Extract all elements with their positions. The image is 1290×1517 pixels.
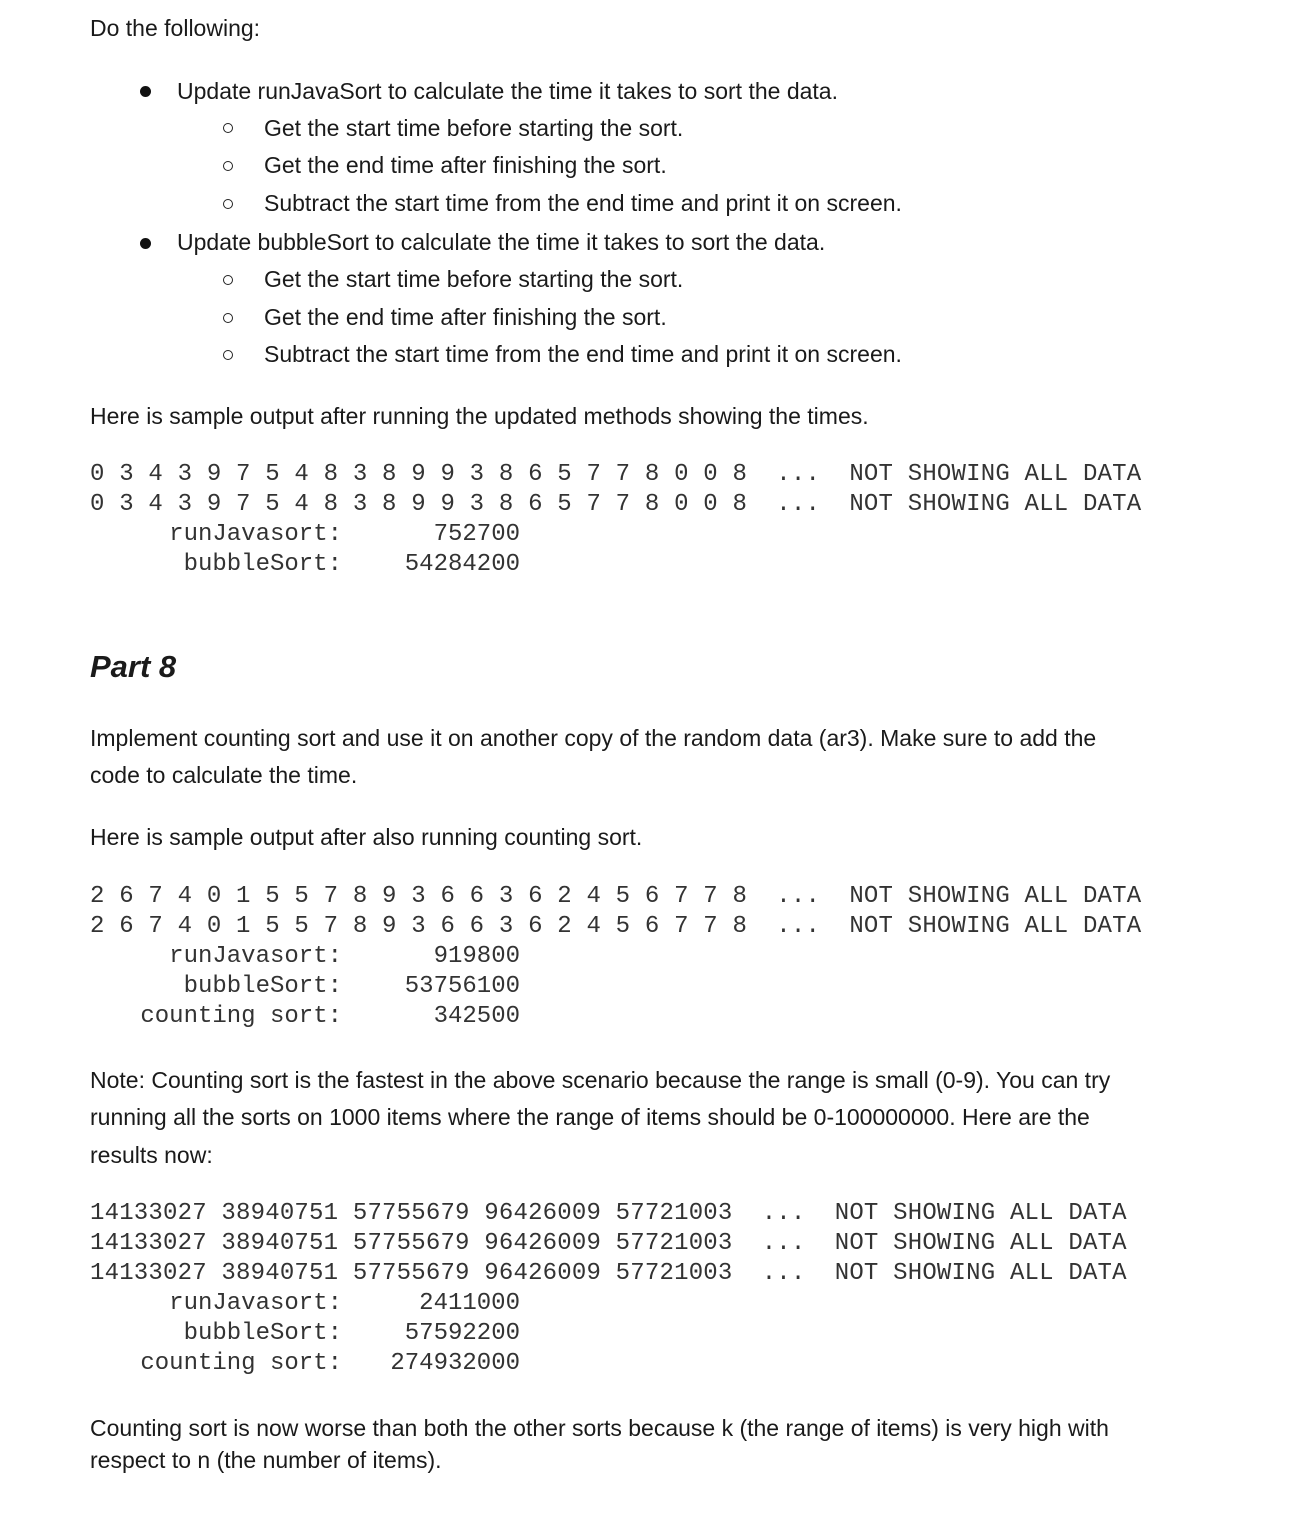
bullet-icon [140, 238, 151, 249]
note-line: Note: Counting sort is the fastest in the above scenario because the range is small (0-9). You can try [90, 1067, 1111, 1093]
conclusion-line: respect to n (the number of items). [90, 1447, 442, 1473]
timing-value: 342500 [433, 1003, 520, 1030]
timing-value: 274932000 [390, 1350, 520, 1377]
conclusion-line: Counting sort is now worse than both the other sorts because k (the range of items) is very high with [90, 1415, 1109, 1441]
timing-label: runJavasort: [169, 1290, 342, 1317]
sample-2-caption: Here is sample output after also running counting sort. [90, 824, 643, 850]
timing-label: counting sort: [140, 1003, 342, 1030]
timing-value: 2411000 [419, 1290, 520, 1317]
circle-bullet-icon [223, 199, 233, 209]
timing-label: runJavasort: [169, 943, 342, 970]
sample-1-data-line: 0 3 4 3 9 7 5 4 8 3 8 9 9 3 8 6 5 7 7 8 0 0 8 ... NOT SHOWING ALL DATA [90, 461, 1142, 488]
task-1-step-1: Get the start time before starting the sort. [264, 115, 684, 141]
note-line: running all the sorts on 1000 items where the range of items should be 0-100000000. Here are the [90, 1104, 1090, 1130]
circle-bullet-icon [223, 275, 233, 285]
timing-value: 53756100 [404, 973, 520, 1000]
task-2-step-3: Subtract the start time from the end time and print it on screen. [264, 341, 902, 367]
sample-3-data-line: 14133027 38940751 57755679 96426009 57721003 ... NOT SHOWING ALL DATA [90, 1260, 1127, 1287]
sample-3-data-line: 14133027 38940751 57755679 96426009 57721003 ... NOT SHOWING ALL DATA [90, 1230, 1127, 1257]
part-8-paragraph-line: Implement counting sort and use it on another copy of the random data (ar3). Make sure to add the [90, 725, 1097, 751]
task-2-step-1: Get the start time before starting the sort. [264, 266, 684, 292]
timing-label: bubbleSort: [183, 1320, 342, 1347]
timing-label: runJavasort: [169, 521, 342, 548]
note-line: results now: [90, 1142, 213, 1168]
circle-bullet-icon [223, 350, 233, 360]
timing-value: 919800 [433, 943, 520, 970]
task-1-step-3: Subtract the start time from the end time and print it on screen. [264, 190, 902, 216]
part-8-heading: Part 8 [90, 649, 177, 684]
circle-bullet-icon [223, 123, 233, 133]
sample-2-data-line: 2 6 7 4 0 1 5 5 7 8 9 3 6 6 3 6 2 4 5 6 7 7 8 ... NOT SHOWING ALL DATA [90, 883, 1142, 910]
timing-value: 752700 [433, 521, 520, 548]
timing-label: counting sort: [140, 1350, 342, 1377]
sample-1-data-line: 0 3 4 3 9 7 5 4 8 3 8 9 9 3 8 6 5 7 7 8 0 0 8 ... NOT SHOWING ALL DATA [90, 491, 1142, 518]
timing-label: bubbleSort: [183, 973, 342, 1000]
intro-text: Do the following: [90, 15, 261, 41]
sample-2-data-line: 2 6 7 4 0 1 5 5 7 8 9 3 6 6 3 6 2 4 5 6 7 7 8 ... NOT SHOWING ALL DATA [90, 913, 1142, 940]
task-1-step-2: Get the end time after finishing the sort. [264, 152, 667, 178]
timing-value: 57592200 [404, 1320, 520, 1347]
circle-bullet-icon [223, 161, 233, 171]
timing-label: bubbleSort: [183, 551, 342, 578]
part-8-paragraph-line: code to calculate the time. [90, 762, 358, 788]
timing-value: 54284200 [404, 551, 520, 578]
sample-1-caption: Here is sample output after running the updated methods showing the times. [90, 403, 869, 429]
task-2-step-2: Get the end time after finishing the sort. [264, 304, 667, 330]
sample-3-data-line: 14133027 38940751 57755679 96426009 57721003 ... NOT SHOWING ALL DATA [90, 1200, 1127, 1227]
bullet-icon [140, 86, 151, 97]
circle-bullet-icon [223, 313, 233, 323]
task-1-text: Update runJavaSort to calculate the time it takes to sort the data. [177, 78, 838, 104]
task-2-text: Update bubbleSort to calculate the time it takes to sort the data. [177, 229, 826, 255]
